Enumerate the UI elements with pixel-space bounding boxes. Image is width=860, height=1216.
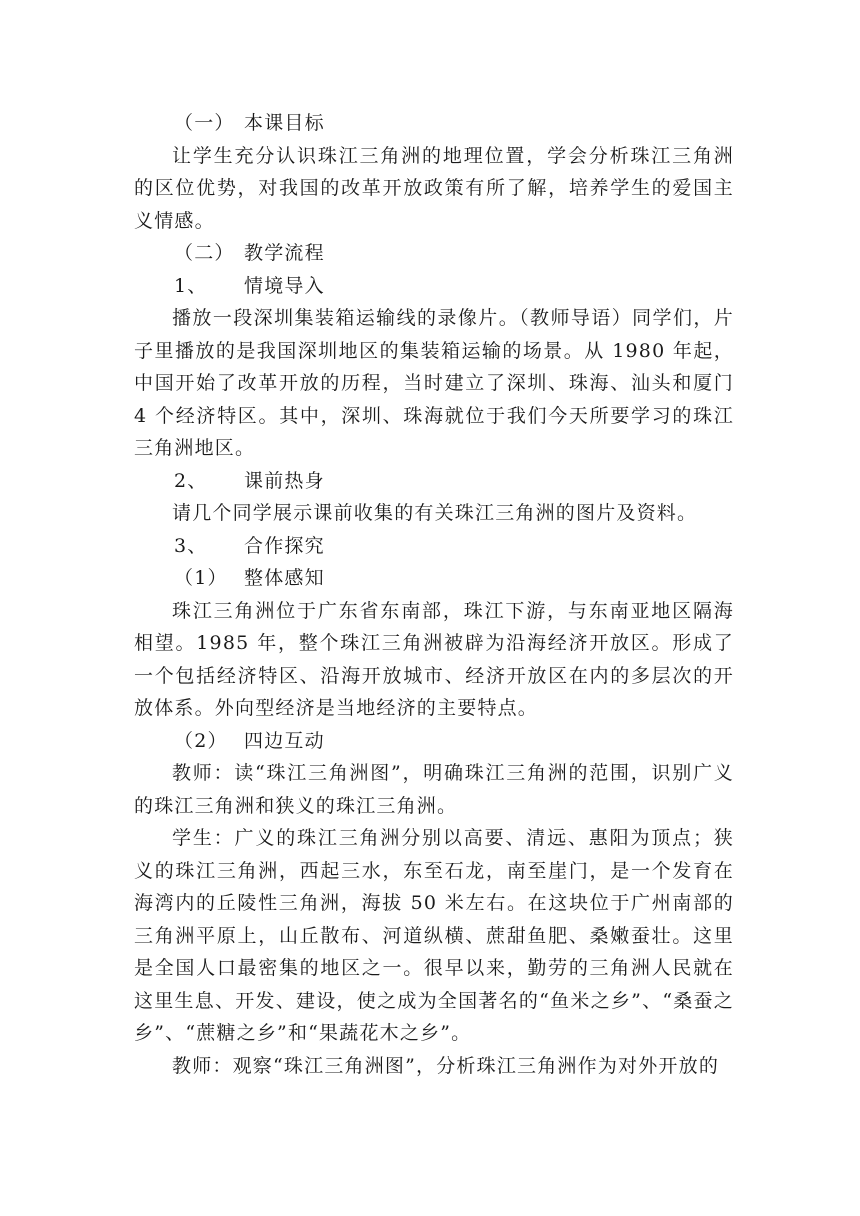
- subheading-intro: [134, 270, 734, 303]
- paragraph-teacher-2: 教师：观察“珠江三角洲图”，分析珠江三角洲作为对外开放的: [172, 1054, 720, 1077]
- subheading-number: 3、: [174, 534, 208, 557]
- heading-text: 本课目标: [244, 112, 325, 134]
- subheading-text: 课前热身: [244, 469, 325, 492]
- paragraph-intro: 播放一段深圳集装箱运输线的录像片。（教师导语）同学们，片子里播放的是我国深圳地区的集装箱运输的场景。从 1980 年起，中国开始了改革开放的历程，当时建立了深圳、珠海、汕头和厦门 4 个经济特区。其中，深圳、珠海就位于我们今天所要学习的珠江三角洲地区。: [134, 307, 734, 459]
- document-body: [134, 107, 734, 1082]
- subheading-warmup: [134, 465, 734, 498]
- subheading-explore: [134, 530, 734, 563]
- subheading-number: 2、: [174, 469, 208, 492]
- section-heading-process: [134, 237, 734, 270]
- subheading-number: （1）: [174, 567, 228, 589]
- subheading-number: 1、: [174, 274, 208, 297]
- subheading-text: 整体感知: [244, 567, 325, 589]
- paragraph-goals: 让学生充分认识珠江三角洲的地理位置，学会分析珠江三角洲的区位优势，对我国的改革开放政策有所了解，培养学生的爱国主义情感。: [134, 144, 734, 232]
- heading-text: 教学流程: [244, 242, 325, 264]
- paragraph-warmup: 请几个同学展示课前收集的有关珠江三角洲的图片及资料。: [172, 502, 698, 524]
- heading-number: （二）: [174, 242, 235, 264]
- paragraph-teacher-1: 教师：读“珠江三角洲图”，明确珠江三角洲的范围，识别广义的珠江三角洲和狭义的珠江三角洲。: [134, 762, 734, 817]
- subheading-text: 情境导入: [244, 274, 325, 297]
- section-heading-goals: [134, 107, 734, 140]
- heading-number: （一）: [174, 112, 235, 134]
- paragraph-student: 学生：广义的珠江三角洲分别以高要、清远、惠阳为顶点；狭义的珠江三角洲，西起三水，东至石龙，南至崖门，是一个发育在海湾内的丘陵性三角洲，海拔 50 米左右。在这块位于广州南部的三角洲平原上，山丘散布、河道纵横、蔗甜鱼肥、桑嫩蚕壮。这里是全国人口最密集的地区之一。很早以来，勤劳的三角洲人民就在这里生息、开发、建设，使之成为全国著名的“鱼米之乡”、“桑蚕之乡”、“蔗糖之乡”和“果蔬花木之乡”。: [134, 827, 734, 1044]
- subheading-text: 四边互动: [244, 729, 325, 752]
- subheading-overall: [134, 562, 734, 595]
- subheading-text: 合作探究: [244, 534, 325, 557]
- subheading-interaction: [134, 725, 734, 758]
- subheading-number: （2）: [174, 729, 228, 752]
- paragraph-overall: 珠江三角洲位于广东省东南部，珠江下游，与东南亚地区隔海相望。1985 年，整个珠江三角洲被辟为沿海经济开放区。形成了一个包括经济特区、沿海开放城市、经济开放区在内的多层次的开放体系。外向型经济是当地经济的主要特点。: [134, 599, 734, 719]
